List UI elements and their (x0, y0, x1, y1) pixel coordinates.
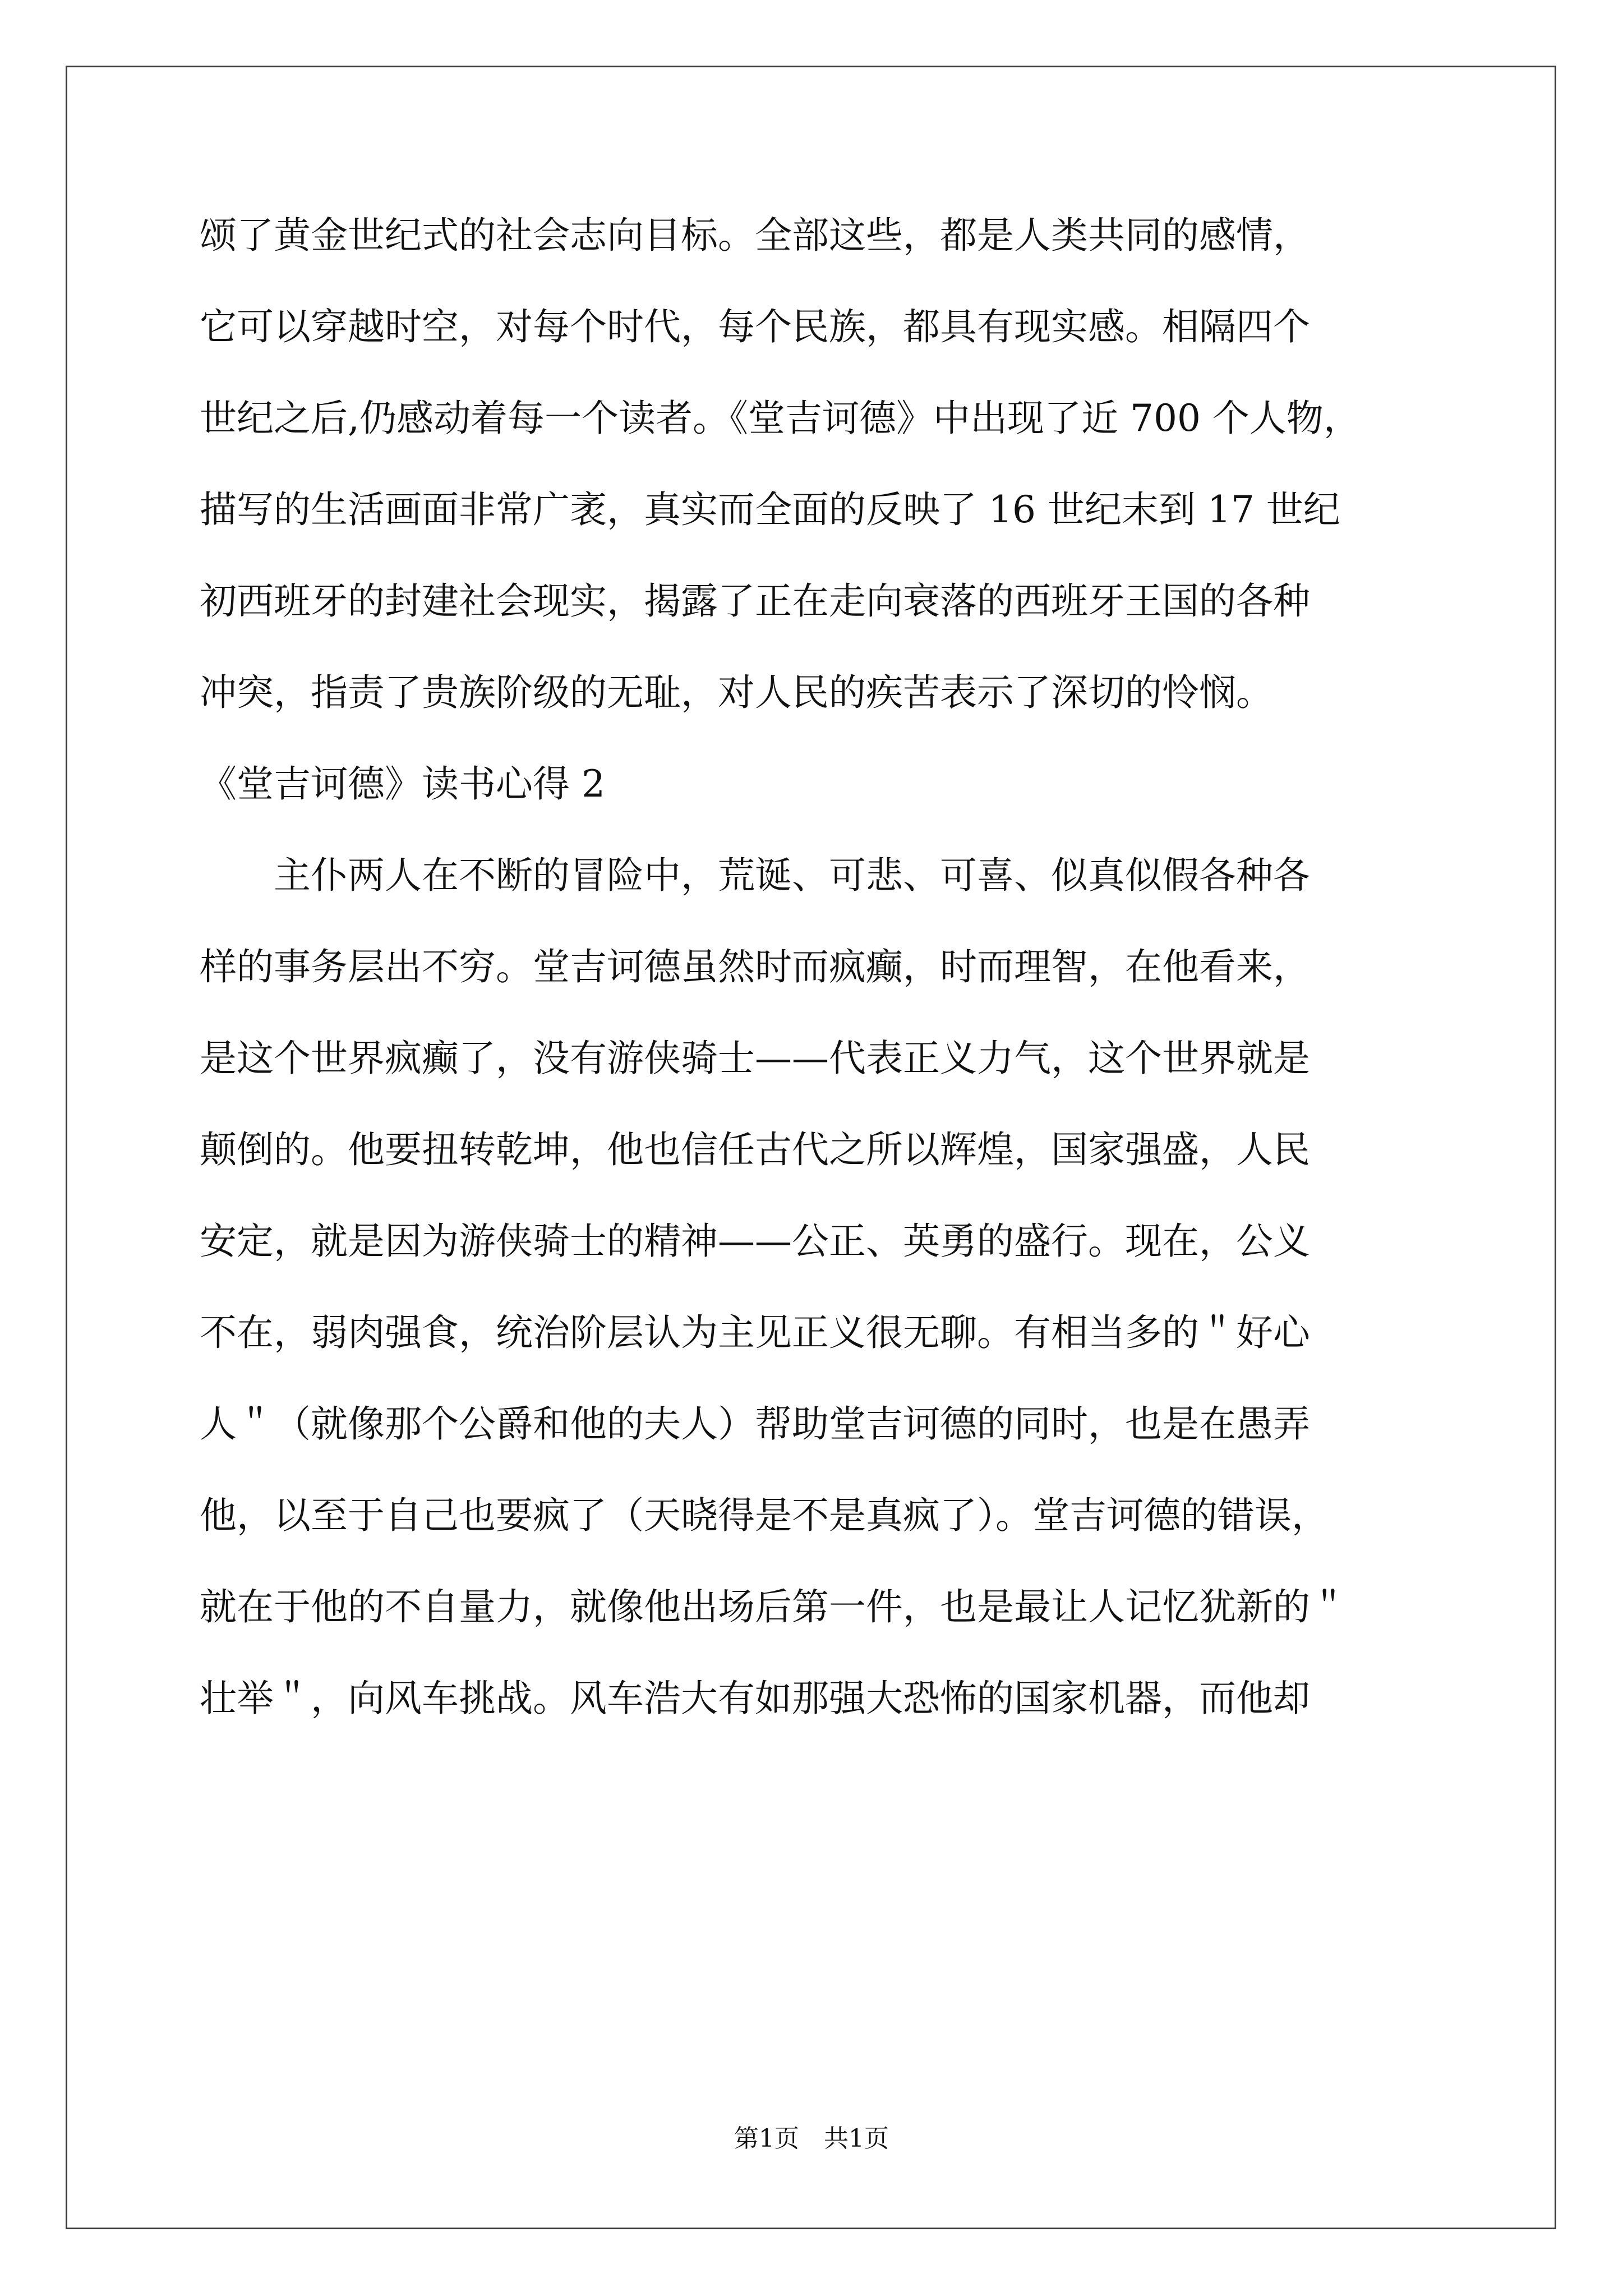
text-line: 壮举＂，向风车挑战。风车浩大有如那强大恐怖的国家机器，而他却 (200, 1677, 1310, 1720)
text-line: 主仆两人在不断的冒险中，荒诞、可悲、可喜、似真似假各种各 (200, 854, 1310, 897)
text-line: 颠倒的。他要扭转乾坤，他也信任古代之所以辉煌，国家强盛，人民 (200, 1128, 1310, 1171)
text-line: 颂了黄金世纪式的社会志向目标。全部这些，都是人类共同的感情， (200, 214, 1310, 257)
text-line: 描写的生活画面非常广袤，真实而全面的反映了 16 世纪末到 17 世纪 (200, 488, 1340, 531)
text-line: 是这个世界疯癫了，没有游侠骑士——代表正义力气，这个世界就是 (200, 1037, 1310, 1080)
text-line: 人＂（就像那个公爵和他的夫人）帮助堂吉诃德的同时，也是在愚弄 (200, 1402, 1310, 1446)
text-line: 冲突，指责了贵族阶级的无耻，对人民的疾苦表示了深切的怜悯。 (200, 671, 1273, 714)
page-number-footer: 第1页 共1页 (734, 2124, 889, 2153)
text-line: 样的事务层出不穷。堂吉诃德虽然时而疯癫，时而理智，在他看来， (200, 945, 1310, 988)
section-heading: 《堂吉诃德》读书心得 2 (200, 762, 605, 806)
text-line: 不在，弱肉强食，统治阶层认为主见正义很无聊。有相当多的＂好心 (200, 1311, 1310, 1354)
text-line: 它可以穿越时空，对每个时代，每个民族，都具有现实感。相隔四个 (200, 305, 1310, 348)
text-line: 安定，就是因为游侠骑士的精神——公正、英勇的盛行。现在，公义 (200, 1220, 1310, 1263)
text-line: 他，以至于自己也要疯了（天晓得是不是真疯了）。堂吉诃德的错误， (200, 1494, 1329, 1537)
text-line: 世纪之后,仍感动着每一个读者。《堂吉诃德》中出现了近 700 个人物， (200, 397, 1361, 440)
text-line: 就在于他的不自量力，就像他出场后第一件，也是最让人记忆犹新的＂ (200, 1585, 1347, 1628)
text-line: 初西班牙的封建社会现实，揭露了正在走向衰落的西班牙王国的各种 (200, 579, 1310, 623)
